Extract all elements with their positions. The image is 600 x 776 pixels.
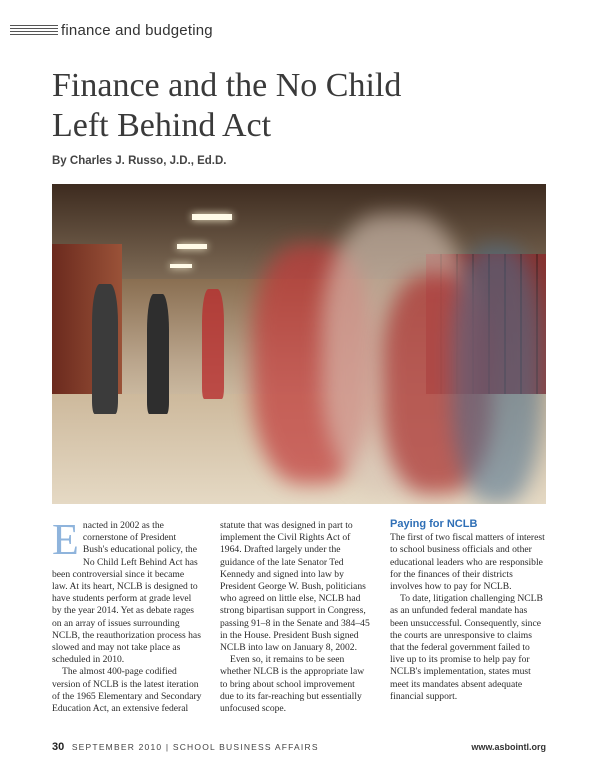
stripes-decoration xyxy=(10,25,58,36)
title-line-2: Left Behind Act xyxy=(52,107,272,144)
issue-info: SEPTEMBER 2010 | SCHOOL BUSINESS AFFAIRS xyxy=(71,742,319,752)
title-line-1: Finance and the No Child xyxy=(52,67,402,104)
footer-left xyxy=(52,741,319,753)
paragraph: To date, litigation challenging NCLB as an unfunded federal mandate has been unsuccessful. Consequently, since the courts are unresponsive to claims that the federal government failed to live up to its promise to help pay for NCLB's implementation, states must meet its mandates absent adequate financial support. xyxy=(390,593,543,702)
website-link[interactable]: www.asbointl.org xyxy=(471,742,546,752)
subheading: Paying for NCLB xyxy=(390,518,478,530)
page-footer xyxy=(52,741,546,753)
byline: By Charles J. Russo, J.D., Ed.D. xyxy=(52,155,227,167)
section-header xyxy=(10,22,213,39)
drop-cap: E xyxy=(52,515,79,564)
column-2 xyxy=(220,520,370,715)
page-number: 30 xyxy=(52,741,65,753)
hallway-photo xyxy=(52,184,546,504)
paragraph: The almost 400-page codified version of NCLB is the latest iteration of the 1965 Elementary and Secondary Education Act, an extensive federal xyxy=(52,666,202,715)
paragraph: statute that was designed in part to implement the Civil Rights Act of 1964. Drafted largely under the guidance of the late Senator Ted Kennedy and signed into law by President George W. Bush, politicians who agreed on little else, NCLB had strong bipartisan support in Congress, passing 91–8 in the Senate and 384–45 in the House. President Bush signed NCLB into law on January 8, 2002. xyxy=(220,520,370,654)
section-label: finance and budgeting xyxy=(61,22,213,39)
paragraph: Enacted in 2002 as the cornerstone of President Bush's educational policy, the No Child Left Behind Act has been controversial since it became law. At its heart, NCLB is designed to have students perform at grade level by the year 2014. Yet as debate rages on an array of issues surrounding NCLB, the reauthorization process has slowed and may not take place as scheduled in 2010. xyxy=(52,515,201,666)
article-title xyxy=(52,66,532,146)
column-3 xyxy=(390,518,545,703)
paragraph: Even so, it remains to be seen whether NLCB is the appropriate law to bring about school improvement due to its far-reaching but essentially unfocused scope. xyxy=(220,654,365,715)
paragraph: The first of two fiscal matters of interest to school business officials and other educational leaders who are responsible for the finances of their districts involves how to pay for NCLB. xyxy=(390,532,545,593)
column-1 xyxy=(52,515,202,715)
